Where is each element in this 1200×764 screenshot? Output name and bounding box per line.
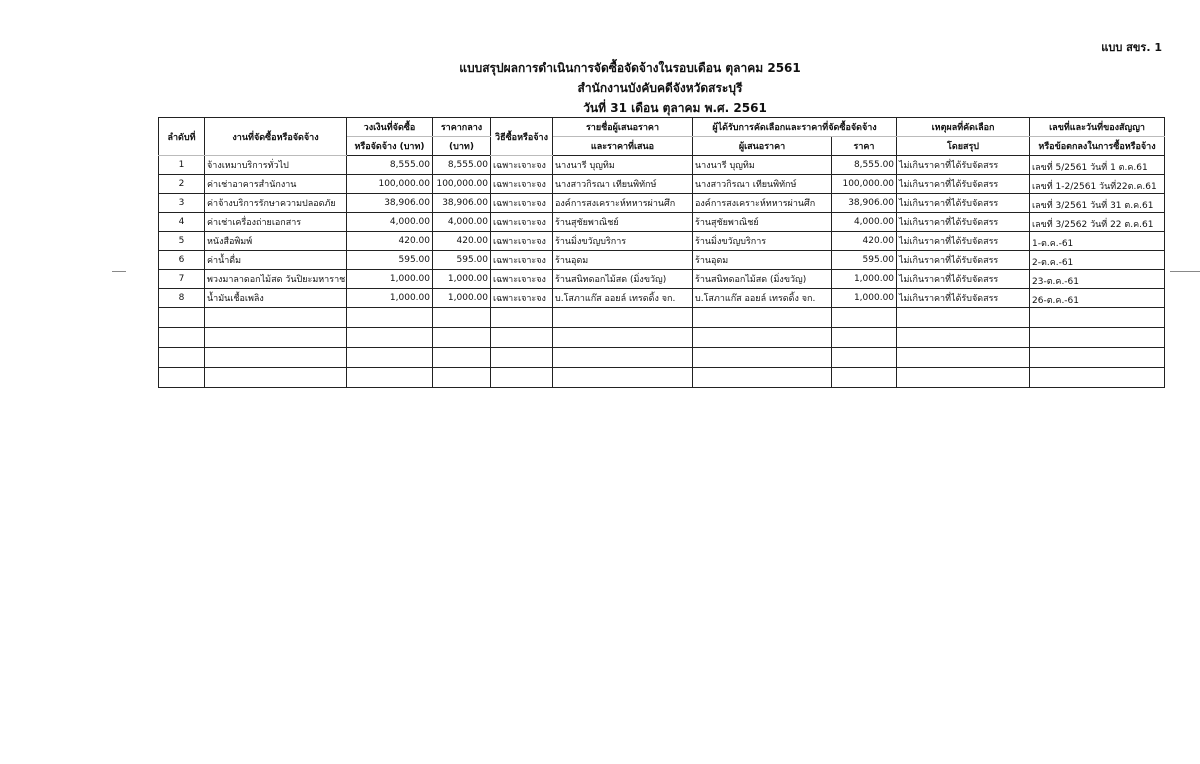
cell-reason: ไม่เกินราคาที่ได้รับจัดสรร <box>897 194 1030 213</box>
procurement-table <box>158 117 1165 388</box>
cell-budget: 38,906.00 <box>347 194 433 213</box>
header-reason-1: เหตุผลที่คัดเลือก <box>897 118 1030 137</box>
cell-price: 1,000.00 <box>832 289 897 308</box>
cell-bidder: ร้านมิ่งขวัญบริการ <box>553 232 693 251</box>
cell-price: 4,000.00 <box>832 213 897 232</box>
cell-price: 1,000.00 <box>832 270 897 289</box>
cell-work: ค่าจ้างบริการรักษาความปลอดภัย <box>205 194 347 213</box>
cell-work: ค่าเช่าเครื่องถ่ายเอกสาร <box>205 213 347 232</box>
cell-selected: นางสาวกิรณา เทียนพิทักษ์ <box>693 175 832 194</box>
cell-budget: 100,000.00 <box>347 175 433 194</box>
cell-no: 1 <box>159 156 205 175</box>
report-title: แบบสรุปผลการดำเนินการจัดซื้อจัดจ้างในรอบเดือน ตุลาคม 2561 <box>459 61 801 75</box>
cell-bidder: บ.โสภาแก๊ส ออยล์ เทรดดิ้ง จก. <box>553 289 693 308</box>
cell-median: 4,000.00 <box>433 213 491 232</box>
table-row <box>159 194 1165 213</box>
table-row <box>159 232 1165 251</box>
cell-bidder: องค์การสงเคราะห์ทหารผ่านศึก <box>553 194 693 213</box>
cell-contract: 23-ต.ค.-61 <box>1030 270 1165 289</box>
cell-bidder: นางนารี บุญทิม <box>553 156 693 175</box>
cell-contract: เลขที่ 3/2561 วันที่ 31 ต.ค.61 <box>1030 194 1165 213</box>
cell-selected: องค์การสงเคราะห์ทหารผ่านศึก <box>693 194 832 213</box>
cell-budget: 595.00 <box>347 251 433 270</box>
table-row <box>159 175 1165 194</box>
cell-method: เฉพาะเจาะจง <box>491 289 553 308</box>
office-name: สำนักงานบังคับคดีจังหวัดสระบุรี <box>577 81 743 95</box>
cell-reason: ไม่เกินราคาที่ได้รับจัดสรร <box>897 270 1030 289</box>
empty-row <box>159 368 1165 388</box>
header-work: งานที่จัดซื้อหรือจัดจ้าง <box>205 118 347 156</box>
cell-price: 38,906.00 <box>832 194 897 213</box>
cell-reason: ไม่เกินราคาที่ได้รับจัดสรร <box>897 232 1030 251</box>
cell-contract: 1-ต.ค.-61 <box>1030 232 1165 251</box>
table-row <box>159 289 1165 308</box>
header-selected-group: ผู้ได้รับการคัดเลือกและราคาที่จัดซื้อจัดจ้าง <box>693 118 897 137</box>
empty-row <box>159 328 1165 348</box>
empty-row <box>159 348 1165 368</box>
table-row <box>159 251 1165 270</box>
cell-method: เฉพาะเจาะจง <box>491 213 553 232</box>
header-bidders-2: และราคาที่เสนอ <box>553 137 693 156</box>
cell-reason: ไม่เกินราคาที่ได้รับจัดสรร <box>897 251 1030 270</box>
cell-reason: ไม่เกินราคาที่ได้รับจัดสรร <box>897 289 1030 308</box>
cell-contract: 26-ต.ค.-61 <box>1030 289 1165 308</box>
cell-bidder: ร้านอุดม <box>553 251 693 270</box>
cell-contract: 2-ต.ค.-61 <box>1030 251 1165 270</box>
header-median-2: (บาท) <box>433 137 491 156</box>
cell-budget: 420.00 <box>347 232 433 251</box>
cell-work: หนังสือพิมพ์ <box>205 232 347 251</box>
cell-no: 5 <box>159 232 205 251</box>
cell-contract: เลขที่ 1-2/2561 วันที่22ต.ค.61 <box>1030 175 1165 194</box>
cell-bidder: นางสาวกิรณา เทียนพิทักษ์ <box>553 175 693 194</box>
cell-selected: ร้านมิ่งขวัญบริการ <box>693 232 832 251</box>
cell-work: ค่าเช่าอาคารสำนักงาน <box>205 175 347 194</box>
cell-median: 8,555.00 <box>433 156 491 175</box>
cell-median: 38,906.00 <box>433 194 491 213</box>
cell-work: จ้างเหมาบริการทั่วไป <box>205 156 347 175</box>
scan-edge-mark-right <box>1170 271 1200 272</box>
cell-method: เฉพาะเจาะจง <box>491 194 553 213</box>
cell-budget: 8,555.00 <box>347 156 433 175</box>
cell-work: น้ำมันเชื้อเพลิง <box>205 289 347 308</box>
cell-method: เฉพาะเจาะจง <box>491 251 553 270</box>
cell-budget: 1,000.00 <box>347 289 433 308</box>
cell-no: 6 <box>159 251 205 270</box>
form-code: แบบ สขร. 1 <box>1101 41 1162 54</box>
table-body <box>159 156 1165 388</box>
header-reason-2: โดยสรุป <box>897 137 1030 156</box>
cell-median: 1,000.00 <box>433 289 491 308</box>
cell-bidder: ร้านสนิทดอกไม้สด (มิ่งขวัญ) <box>553 270 693 289</box>
header-selected-price: ราคา <box>832 137 897 156</box>
cell-price: 8,555.00 <box>832 156 897 175</box>
cell-work: พวงมาลาดอกไม้สด วันปิยะมหาราช <box>205 270 347 289</box>
header-contract-1: เลขที่และวันที่ของสัญญา <box>1030 118 1165 137</box>
cell-budget: 1,000.00 <box>347 270 433 289</box>
cell-contract: เลขที่ 3/2562 วันที่ 22 ต.ค.61 <box>1030 213 1165 232</box>
cell-no: 4 <box>159 213 205 232</box>
cell-median: 1,000.00 <box>433 270 491 289</box>
header-contract-2: หรือข้อตกลงในการซื้อหรือจ้าง <box>1030 137 1165 156</box>
cell-median: 595.00 <box>433 251 491 270</box>
empty-row <box>159 308 1165 328</box>
table-row <box>159 270 1165 289</box>
header-budget-2: หรือจัดจ้าง (บาท) <box>347 137 433 156</box>
table-row <box>159 213 1165 232</box>
header-method: วิธีซื้อหรือจ้าง <box>491 118 553 156</box>
cell-no: 3 <box>159 194 205 213</box>
cell-reason: ไม่เกินราคาที่ได้รับจัดสรร <box>897 175 1030 194</box>
header-bidders-1: รายชื่อผู้เสนอราคา <box>553 118 693 137</box>
cell-bidder: ร้านสุชัยพาณิชย์ <box>553 213 693 232</box>
cell-method: เฉพาะเจาะจง <box>491 175 553 194</box>
cell-no: 8 <box>159 289 205 308</box>
cell-contract: เลขที่ 5/2561 วันที่ 1 ต.ค.61 <box>1030 156 1165 175</box>
cell-median: 100,000.00 <box>433 175 491 194</box>
cell-selected: บ.โสภาแก๊ส ออยล์ เทรดดิ้ง จก. <box>693 289 832 308</box>
cell-selected: ร้านอุดม <box>693 251 832 270</box>
cell-no: 7 <box>159 270 205 289</box>
cell-reason: ไม่เกินราคาที่ได้รับจัดสรร <box>897 156 1030 175</box>
cell-no: 2 <box>159 175 205 194</box>
header-median-1: ราคากลาง <box>433 118 491 137</box>
table-row <box>159 156 1165 175</box>
cell-method: เฉพาะเจาะจง <box>491 156 553 175</box>
report-date: วันที่ 31 เดือน ตุลาคม พ.ศ. 2561 <box>583 101 767 115</box>
cell-reason: ไม่เกินราคาที่ได้รับจัดสรร <box>897 213 1030 232</box>
cell-work: ค่าน้ำดื่ม <box>205 251 347 270</box>
cell-price: 595.00 <box>832 251 897 270</box>
cell-method: เฉพาะเจาะจง <box>491 232 553 251</box>
cell-method: เฉพาะเจาะจง <box>491 270 553 289</box>
cell-median: 420.00 <box>433 232 491 251</box>
header-no: ลำดับที่ <box>159 118 205 156</box>
scan-edge-mark-left <box>112 271 126 272</box>
cell-budget: 4,000.00 <box>347 213 433 232</box>
cell-price: 420.00 <box>832 232 897 251</box>
cell-price: 100,000.00 <box>832 175 897 194</box>
header-selected-name: ผู้เสนอราคา <box>693 137 832 156</box>
cell-selected: ร้านสุชัยพาณิชย์ <box>693 213 832 232</box>
cell-selected: นางนารี บุญทิม <box>693 156 832 175</box>
cell-selected: ร้านสนิทดอกไม้สด (มิ่งขวัญ) <box>693 270 832 289</box>
header-budget-1: วงเงินที่จัดซื้อ <box>347 118 433 137</box>
document-titles <box>0 58 1200 118</box>
header-row-1 <box>159 118 1165 137</box>
